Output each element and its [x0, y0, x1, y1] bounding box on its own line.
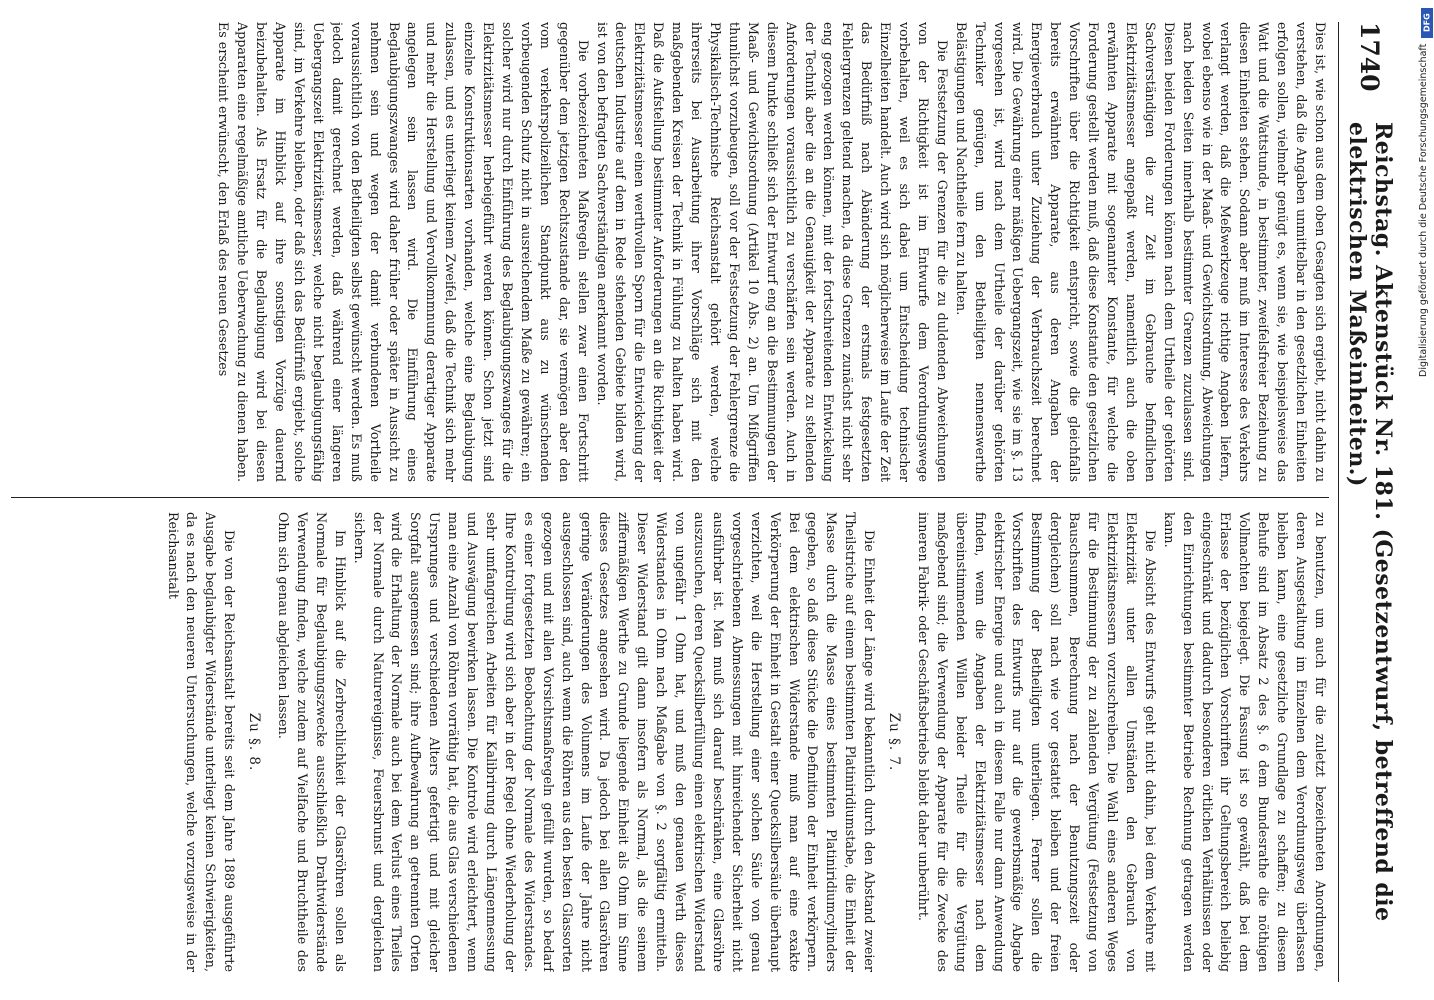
column-divider	[11, 497, 1329, 498]
paragraph: Die Festsetzung der Grenzen für die zu duldenden Abweichungen von der Richtigkeit ist im Entwurfe dem Verordnungswege vorbehalten, weil es sich dabei um Entscheidung technischer Einzelheiten handelt. Auch wird sich möglicherweise im Laufe der Zeit das Bedürfniß nach Abänderung der erstmals festgesetzten Fehlergrenzen geltend machen, da diese Grenzen zunächst nicht sehr eng gezogen werden können, mit der fortschreitenden Entwickelung der Technik aber die an die Genauigkeit der Apparate zu stellenden Anforderungen voraussichtlich zu verschärfen sein werden. Auch in diesem Punkte schließt sich der Entwurf eng an die Bestimmungen der Maaß- und Gewichtsordnung (Artikel 10 Abs. 2) an. Um Mißgriffen thunlichst vorzubeugen, soll vor der Festsetzung der Fehlergrenze die Physikalisch-Technische Reichsanstalt gehört werden, welche ihrerseits bei Ausarbeitung ihrer Vorschläge sich mit den maßgebenden Kreisen der Technik in Fühlung zu halten haben wird. Daß die Aufstellung bestimmter Anforderungen an die Richtigkeit der Elektrizitätsmesser einen werthvollen Sporn für die Entwickelung der deutschen Industrie auf dem in Rede stehenden Gebiete bilden wird, ist von den befragten Sachverständigen anerkannt worden.	[594, 22, 950, 482]
right-column	[9, 512, 1329, 972]
paragraph: Die vorbezeichneten Maßregeln stellen zwar einen Fortschritt gegenüber dem jetzigen Rechtszustande dar, sie vermögen aber den vom verkehrspolizeilichen Standpunkt aus zu wünschenden vorbeugenden Schutz nicht in ausreichendem Maße zu gewähren; ein solcher wird nur durch Einführung des Beglaubigungszwanges für die Elektrizitätsmesser herbeigeführt werden können. Schon jetzt sind einzelne Konstruktionsarten vorhanden, welche eine Beglaubigung zulassen, und es unterliegt keinem Zweifel, daß die Technik sich mehr und mehr die Herstellung und Vervollkommnung derartiger Apparate angelegen sein lassen wird. Die Einführung eines Beglaubigungszwanges wird daher früher oder später in Aussicht zu nehmen sein und wegen der damit verbundenen Vortheile voraussichtlich von den Betheiligten selbst gewünscht werden. Es muß jedoch damit gerechnet werden, daß während einer längeren Uebergangszeit Elektrizitätsmesser, welche nicht beglaubigungsfähig sind, im Verkehre bleiben, oder daß sich das Bedürfniß ergiebt, solche Apparate im Hinblick auf ihre sonstigen Vorzüge dauernd beizubehalten. Als Ersatz für die Beglaubigung wird bei diesen Apparaten eine regelmäßige amtliche Ueberwachung zu dienen haben. Es erscheint erwünscht, den Erlaß des neuen Gesetzes	[216, 22, 591, 482]
running-head: Reichstag. Aktenstück Nr. 181. (Gesetzentwurf, betreffend die elektrischen Maßeinheiten.)	[1344, 122, 1396, 922]
dfg-logo: DFG	[1421, 8, 1433, 38]
section-heading-8: Zu §. 8.	[246, 712, 263, 772]
paragraph: zu benutzen, um auch für die zuletzt bezeichneten Anordnungen, deren Ausgestaltung im Einzelnen dem Verordnungsweg überlassen bleiben kann, eine gesetzliche Grundlage zu schaffen; zu diesem Behufe sind im Absatz 2 des §. 6 dem Bundesrathe die nöthigen Vollmachten beigelegt. Die Fassung ist so gewählt, daß bei dem Erlasse der bezüglichen Vorschriften ihr Geltungsbereich beliebig eingeschränkt und dadurch besonderen örtlichen Verhältnissen oder den Einrichtungen bestimmter Betriebe Rechnung getragen werden kann.	[1161, 512, 1328, 972]
paragraph: Die Einheit der Länge wird bekanntlich durch den Abstand zweier Theilstriche auf einem bestimmten Platiniridiumstabe, die Einheit der Masse durch die Masse eines bestimmten Platiniridiumcylinders gegeben, so daß diese Stücke die Definition der Einheit verkörpern. Bei dem elektrischen Widerstande muß man auf eine exakte Verkörperung der Einheit in Gestalt einer Quecksilbersäule überhaupt verzichten, weil die Herstellung einer solchen Säule von genau vorgeschriebenen Abmessungen mit hinreichender Sicherheit nicht ausführbar ist. Man muß sich darauf beschränken, eine Glasröhre auszusuchen, deren Quecksilberfüllung einen elektrischen Widerstand von ungefähr 1 Ohm hat, und muß den genauen Werth dieses Widerstandes in Ohm nach Maßgabe von §. 2 sorgfältig ermitteln. Dieser Widerstand gilt dann insofern als Normal, als die seinem ziffermäßigen Werthe zu Grunde liegende Einheit als Ohm im Sinne dieses Gesetzes angesehen wird. Da jedoch bei allen Glasröhren geringe Veränderungen des Volumens im Laufe der Jahre nicht ausgeschlossen sind, auch wenn die Röhren aus den besten Glassorten gezogen und mit allen Vorsichtsmaßregeln gefüllt wurden, so bedarf es einer fortgesetzten Beobachtung der Normale des Widerstandes. Ihre Kontrolirung wird sich aber in der Regel ohne Wiederholung der sehr umfangreichen Arbeiten für Kalibrirung durch Längenmessung und Auswägung bewirken lassen. Die Kontrole wird erleichtert, wenn man eine Anzahl von Röhren vorräthig hat, die aus Glas verschiedenen Ursprunges und verschiedenen Alters gefertigt und mit gleicher Sorgfalt ausgemessen sind; ihre Aufbewahrung an getrennten Orten wird die Erhaltung der Normale auch bei dem Verlust eines Theiles der Normale durch Naturereignisse, Feuersbrunst und dergleichen sichern.	[351, 512, 878, 972]
document-page	[5, 22, 1395, 982]
left-column	[9, 22, 1329, 482]
paragraph: Die von der Reichsanstalt bereits seit dem Jahre 1889 ausgeführte Ausgabe beglaubigter Widerstände unterliegt keinen Schwierigkeiten, da es nach den neueren Untersuchungen, welche vorzugsweise in der Reichsanstalt	[165, 512, 238, 972]
page-header	[1345, 22, 1395, 982]
paragraph: Dies ist, wie schon aus dem oben Gesagten sich ergiebt, nicht dahin zu verstehen, daß die Angaben unmittelbar in den gesetzlichen Einheiten erfolgen sollen, vielmehr genügt es, wenn sie, wie beispielsweise das Watt und die Wattstunde, in bestimmter, zweifelsfreier Beziehung zu diesen Einheiten stehen. Sodann aber muß im Interesse des Verkehrs verlangt werden, daß die Meßwerkzeuge richtige Angaben liefern, wobei ebenso wie in der Maaß- und Gewichtsordnung, Abweichungen nach beiden Seiten innerhalb bestimmter Grenzen zuzulassen sind. Diesen beiden Forderungen können nach dem Urtheile der gehörten Sachverständigen die zur Zeit im Gebrauche befindlichen Elektrizitätsmesser angepaßt werden, namentlich auch die oben erwähnten Apparate mit sogenannter Konstante, für welche die Forderung gestellt werden muß, daß diese Konstante den gesetzlichen Vorschriften über die Richtigkeit entspricht, sowie die gleichfalls bereits erwähnten Apparate, aus deren Angaben der Energieverbrauch unter Zuziehung der Verbrauchszeit berechnet wird. Die Gewährung einer mäßigen Uebergangszeit, wie sie im §. 13 vorgesehen ist, wird nach dem Urtheile der darüber gehörten Techniker genügen, um den Betheiligten nennenswerthe Belästigungen und Nachtheile fern zu halten.	[953, 22, 1328, 482]
page-number: 1740	[1355, 22, 1385, 92]
section-heading-7: Zu §. 7.	[886, 712, 903, 772]
header-rule	[1338, 22, 1339, 982]
paragraph: Die Absicht des Entwurfs geht nicht dahin, bei dem Verkehre mit Elektrizität unter allen Umständen den Gebrauch von Elektrizitätsmessern vorzuschreiben. Die Wahl eines anderen Weges für die Bestimmung der zu zahlenden Vergütung (Festsetzung von Bauschsummen, Berechnung nach der Benutzungszeit oder dergleichen) soll nach wie vor gestattet bleiben und der freien Bestimmung der Betheiligten unterliegen. Ferner sollen die Vorschriften des Entwurfs nur auf die gewerbsmäßige Abgabe elektrischer Energie und auch in diesem Falle nur dann Anwendung finden, wenn die Angaben der Elektrizitätsmesser nach dem übereinstimmenden Willen beider Theile für die Vergütung maßgebend sind; die Verwendung der Apparate für die Zwecke des inneren Fabrik- oder Geschäftsbetriebs bleibt daher unberührt.	[915, 512, 1158, 972]
paragraph: Im Hinblick auf die Zerbrechlichkeit der Glasröhren sollen als Normale für Beglaubigungszwecke ausschließlich Drahtwiderstände Verwendung finden, welche zudem auf Vielfache und Bruchtheile des Ohm sich genau abgleichen lassen.	[276, 512, 348, 972]
digitization-note: Digitalisierung gefördert durch die Deutsche Forschungsgemeinschaft	[1418, 44, 1429, 378]
